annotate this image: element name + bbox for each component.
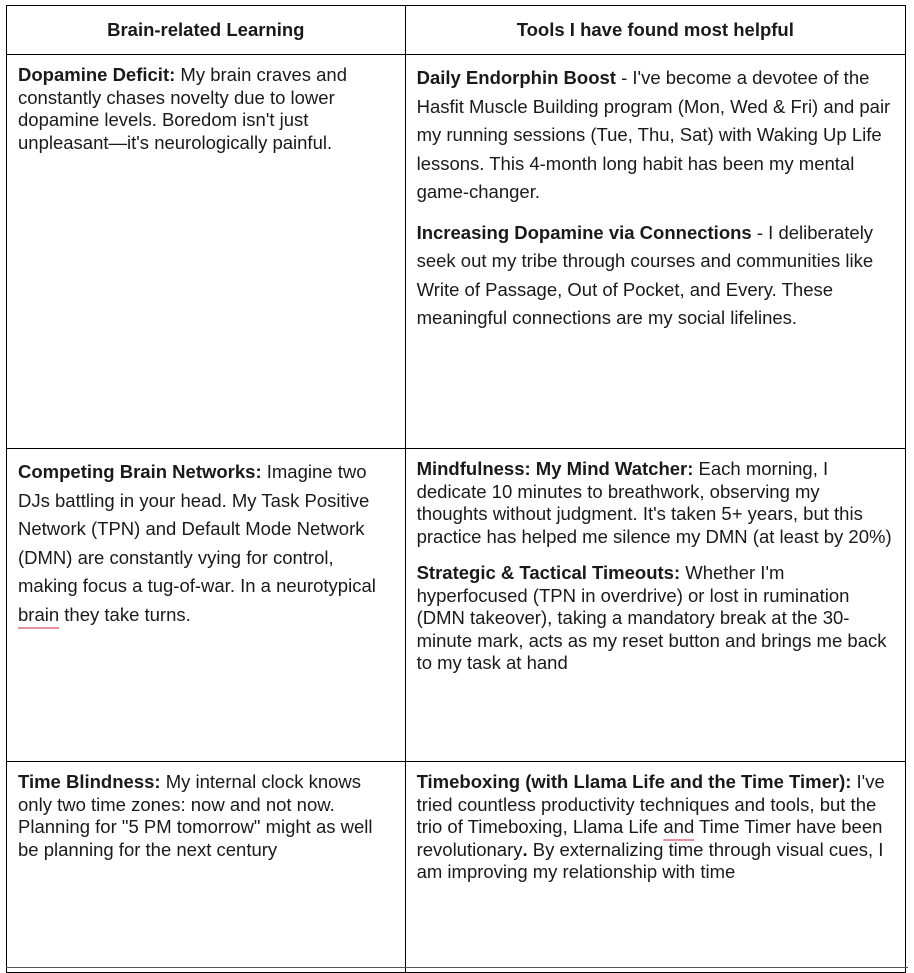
body-text: By externalizing time through visual cues, I am improving my relationship with time	[416, 838, 884, 882]
table-row	[7, 55, 906, 449]
bold-term: Increasing Dopamine via Connections	[416, 221, 752, 243]
paragraph	[18, 458, 395, 629]
paragraph	[417, 219, 895, 333]
table-cell-learning[interactable]	[7, 449, 406, 762]
bold-term: Timeboxing (with Llama Life and the Time Timer):	[416, 771, 852, 792]
paragraph	[417, 458, 895, 548]
paragraph	[18, 771, 395, 861]
table-cell-tools[interactable]	[405, 762, 905, 973]
body-text: My brain craves and constantly chases novelty due to lower dopamine levels. Boredom isn't just unpleasant—it's neurologically painful.	[18, 64, 347, 153]
comparison-table	[6, 5, 906, 973]
paragraph	[417, 562, 895, 675]
column-header-brain-learning: Brain-related Learning	[7, 6, 406, 55]
body-text: Each morning, I dedicate 10 minutes to breathwork, observing my thoughts without judgment. It's taken 5+ years, but this practice has helped me silence my DMN (at least by 20%)	[416, 458, 892, 547]
table-row	[7, 762, 906, 973]
bold-period: .	[522, 838, 528, 860]
body-text: I've tried countless productivity techniques and tools, but the trio of Timeboxing, Llama Life	[416, 771, 885, 837]
bold-term: Daily Endorphin Boost	[416, 67, 616, 88]
bold-term: Strategic & Tactical Timeouts:	[416, 562, 681, 583]
body-text: they take turns.	[59, 603, 191, 625]
bold-term: Mindfulness: My Mind Watcher:	[416, 458, 694, 479]
table-cell-learning[interactable]	[7, 55, 406, 449]
paragraph	[417, 64, 895, 207]
body-text: Time Timer have been revolutionary	[416, 816, 883, 860]
body-text: Whether I'm hyperfocused (TPN in overdrive) or lost in rumination (DMN takeover), taking a mandatory break at the 30-minute mark, acts as my reset button and brings me back to my task at hand	[416, 562, 887, 673]
bold-term: Time Blindness:	[18, 771, 161, 792]
body-text: - I deliberately seek out my tribe through courses and communities like Write of Passage, Out of Pocket, and Every. These meaningful connections are my social lifelines.	[416, 221, 874, 328]
body-text: - I've become a devotee of the Hasfit Muscle Building program (Mon, Wed & Fri) and pair my running sessions (Tue, Thu, Sat) with Waking Up Life lessons. This 4-month long habit has been my mental game-changer.	[416, 67, 891, 202]
bold-term: Dopamine Deficit:	[18, 64, 176, 85]
table-cell-tools[interactable]	[405, 449, 905, 762]
page-bottom-rule	[6, 967, 908, 968]
table-cell-tools[interactable]	[405, 55, 905, 449]
header-row	[7, 6, 906, 55]
paragraph	[18, 64, 395, 154]
body-text: My internal clock knows only two time zones: now and not now. Planning for "5 PM tomorrow" might as well be planning for the next century	[18, 771, 373, 860]
table-row	[7, 449, 906, 762]
column-header-tools: Tools I have found most helpful	[405, 6, 905, 55]
spellcheck-flagged-word[interactable]: brain	[18, 603, 60, 625]
paragraph	[417, 771, 895, 884]
bold-term: Competing Brain Networks:	[18, 461, 262, 482]
spellcheck-flagged-word[interactable]: and	[663, 816, 695, 837]
table-cell-learning[interactable]	[7, 762, 406, 973]
body-text: Imagine two DJs battling in your head. My Task Positive Network (TPN) and Default Mode Network (DMN) are constantly vying for control, making focus a tug-of-war. In a neurotypical	[18, 461, 376, 596]
